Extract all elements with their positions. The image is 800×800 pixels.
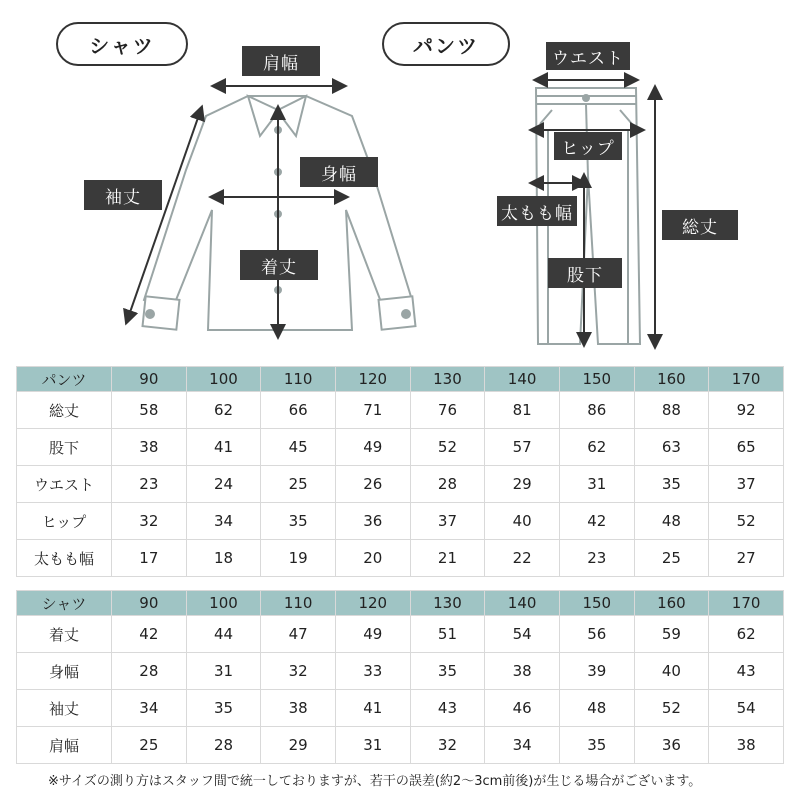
footnote: ※サイズの測り方はスタッフ間で統一しておりますが、若干の誤差(約2～3cm前後)が生じる場合がございます。 <box>48 774 702 789</box>
table-cell: 35 <box>635 466 709 502</box>
length-label: 着丈 <box>240 250 318 280</box>
table-cell: 49 <box>336 429 410 465</box>
table-cell: 28 <box>187 727 261 763</box>
table-cell: 45 <box>261 429 335 465</box>
size-col: 160 <box>635 591 709 615</box>
table-cell: 52 <box>635 690 709 726</box>
size-col: 140 <box>485 591 559 615</box>
table-cell: 38 <box>709 727 783 763</box>
row-label: ヒップ <box>17 503 111 539</box>
table-cell: 34 <box>187 503 261 539</box>
table-cell: 66 <box>261 392 335 428</box>
total-label: 総丈 <box>662 210 738 240</box>
table-cell: 42 <box>560 503 634 539</box>
table-row <box>17 503 783 539</box>
table-row <box>17 392 783 428</box>
table-cell: 28 <box>411 466 485 502</box>
size-col: 120 <box>336 367 410 391</box>
table-cell: 62 <box>709 616 783 652</box>
table-cell: 24 <box>187 466 261 502</box>
row-label: ウエスト <box>17 466 111 502</box>
row-label: 肩幅 <box>17 727 111 763</box>
shirt-table-heading: シャツ <box>17 591 111 615</box>
size-col: 110 <box>261 591 335 615</box>
table-row <box>17 690 783 726</box>
row-label: 着丈 <box>17 616 111 652</box>
table-cell: 41 <box>187 429 261 465</box>
shirt-size-table <box>16 590 784 764</box>
size-col: 120 <box>336 591 410 615</box>
table-cell: 63 <box>635 429 709 465</box>
size-col: 100 <box>187 367 261 391</box>
table-cell: 19 <box>261 540 335 576</box>
table-cell: 35 <box>187 690 261 726</box>
table-cell: 31 <box>336 727 410 763</box>
table-cell: 54 <box>709 690 783 726</box>
table-cell: 37 <box>709 466 783 502</box>
table-cell: 22 <box>485 540 559 576</box>
table-cell: 47 <box>261 616 335 652</box>
table-row <box>17 653 783 689</box>
table-cell: 18 <box>187 540 261 576</box>
table-cell: 37 <box>411 503 485 539</box>
table-row <box>17 540 783 576</box>
sleeve-label: 袖丈 <box>84 180 162 210</box>
table-cell: 46 <box>485 690 559 726</box>
size-col: 150 <box>560 591 634 615</box>
table-cell: 51 <box>411 616 485 652</box>
shirt-section-title: シャツ <box>56 22 188 66</box>
table-row <box>17 616 783 652</box>
table-cell: 56 <box>560 616 634 652</box>
pants-section-title: パンツ <box>382 22 510 66</box>
size-col: 130 <box>411 367 485 391</box>
table-row <box>17 727 783 763</box>
row-label: 身幅 <box>17 653 111 689</box>
table-cell: 48 <box>560 690 634 726</box>
size-col: 130 <box>411 591 485 615</box>
table-cell: 49 <box>336 616 410 652</box>
table-cell: 31 <box>187 653 261 689</box>
row-label: 袖丈 <box>17 690 111 726</box>
table-cell: 32 <box>411 727 485 763</box>
chest-label: 身幅 <box>300 157 378 187</box>
table-cell: 32 <box>261 653 335 689</box>
row-label: 太もも幅 <box>17 540 111 576</box>
table-cell: 34 <box>112 690 186 726</box>
table-cell: 41 <box>336 690 410 726</box>
table-cell: 92 <box>709 392 783 428</box>
row-label: 股下 <box>17 429 111 465</box>
table-cell: 42 <box>112 616 186 652</box>
pants-table-header <box>17 367 783 391</box>
table-cell: 48 <box>635 503 709 539</box>
table-cell: 43 <box>411 690 485 726</box>
table-cell: 31 <box>560 466 634 502</box>
shirt-table-header <box>17 591 783 615</box>
table-cell: 52 <box>709 503 783 539</box>
table-cell: 35 <box>411 653 485 689</box>
table-cell: 35 <box>560 727 634 763</box>
size-col: 90 <box>112 591 186 615</box>
size-col: 170 <box>709 591 783 615</box>
table-cell: 33 <box>336 653 410 689</box>
table-cell: 36 <box>336 503 410 539</box>
waist-label: ウエスト <box>546 42 630 70</box>
table-cell: 40 <box>485 503 559 539</box>
table-cell: 21 <box>411 540 485 576</box>
table-cell: 25 <box>635 540 709 576</box>
table-cell: 38 <box>261 690 335 726</box>
inseam-label: 股下 <box>548 258 622 288</box>
size-col: 150 <box>560 367 634 391</box>
table-cell: 36 <box>635 727 709 763</box>
table-cell: 29 <box>261 727 335 763</box>
thigh-label: 太もも幅 <box>497 196 577 226</box>
table-cell: 20 <box>336 540 410 576</box>
pants-size-table <box>16 366 784 577</box>
table-cell: 88 <box>635 392 709 428</box>
pants-table-heading: パンツ <box>17 367 111 391</box>
table-cell: 62 <box>187 392 261 428</box>
size-col: 90 <box>112 367 186 391</box>
hip-label: ヒップ <box>554 132 622 160</box>
table-cell: 23 <box>560 540 634 576</box>
table-cell: 54 <box>485 616 559 652</box>
shoulder-label: 肩幅 <box>242 46 320 76</box>
table-cell: 39 <box>560 653 634 689</box>
table-row <box>17 466 783 502</box>
row-label: 総丈 <box>17 392 111 428</box>
table-cell: 59 <box>635 616 709 652</box>
size-col: 160 <box>635 367 709 391</box>
table-cell: 38 <box>485 653 559 689</box>
table-cell: 57 <box>485 429 559 465</box>
table-cell: 32 <box>112 503 186 539</box>
table-cell: 65 <box>709 429 783 465</box>
table-cell: 76 <box>411 392 485 428</box>
table-cell: 26 <box>336 466 410 502</box>
table-cell: 58 <box>112 392 186 428</box>
table-cell: 62 <box>560 429 634 465</box>
table-cell: 81 <box>485 392 559 428</box>
table-cell: 23 <box>112 466 186 502</box>
size-col: 100 <box>187 591 261 615</box>
table-cell: 25 <box>112 727 186 763</box>
table-cell: 34 <box>485 727 559 763</box>
table-cell: 86 <box>560 392 634 428</box>
table-cell: 40 <box>635 653 709 689</box>
table-cell: 35 <box>261 503 335 539</box>
table-cell: 43 <box>709 653 783 689</box>
size-col: 140 <box>485 367 559 391</box>
table-cell: 29 <box>485 466 559 502</box>
table-cell: 44 <box>187 616 261 652</box>
table-cell: 38 <box>112 429 186 465</box>
table-cell: 52 <box>411 429 485 465</box>
table-cell: 27 <box>709 540 783 576</box>
table-cell: 71 <box>336 392 410 428</box>
table-cell: 25 <box>261 466 335 502</box>
table-row <box>17 429 783 465</box>
size-col: 170 <box>709 367 783 391</box>
size-col: 110 <box>261 367 335 391</box>
table-cell: 28 <box>112 653 186 689</box>
table-cell: 17 <box>112 540 186 576</box>
